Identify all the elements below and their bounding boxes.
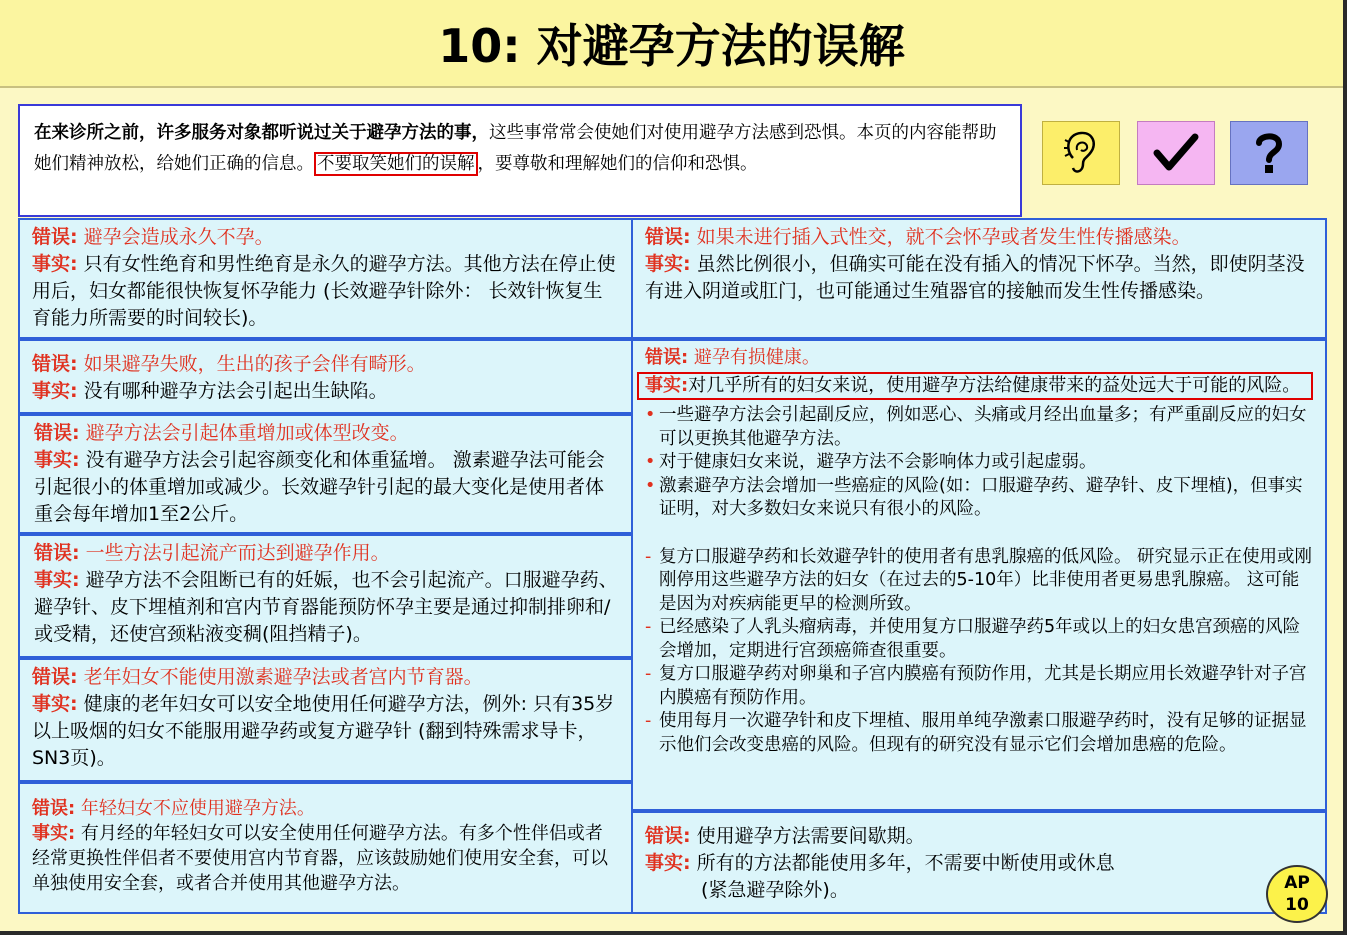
fact-label: 事实: <box>645 253 691 275</box>
dash-text: 已经感染了人乳头瘤病毒，并使用复方口服避孕药5年或以上的妇女患宫颈癌的风险会增加，定期进行宫颈癌筛查很重要。 <box>659 617 1301 661</box>
dash-item: - 已经感染了人乳头瘤病毒，并使用复方口服避孕药5年或以上的妇女患宫颈癌的风险会增加，定期进行宫颈癌筛查很重要。 <box>645 617 1301 661</box>
fact-text: 没有哪种避孕方法会引起出生缺陷。 <box>77 380 388 402</box>
dash-text: 复方口服避孕药和长效避孕针的使用者有患乳腺癌的低风险。 研究显示正在使用或刚刚停用这些避孕方法的妇女（在过去的5-10年）比非使用者更易患乳腺癌。 这可能是因为对疾病能更早的检测所致。 <box>659 546 1313 614</box>
fact-label: 事实: <box>32 380 78 402</box>
badge-line-1: AP <box>1284 873 1310 893</box>
fact-label: 事实: <box>32 823 76 844</box>
bullet-item: • 一些避孕方法会引起副反应，例如恶心、头痛或月经出血量多；有严重副反应的妇女可以更换其他避孕方法。 <box>645 405 1307 449</box>
intro-text-end: ，要尊敬和理解她们的信仰和恐惧。 <box>477 154 758 174</box>
bullet-text: 对于健康妇女来说，避孕方法不会影响体力或引起虚弱。 <box>659 452 1097 472</box>
myth-box-5 <box>18 658 633 782</box>
wrong-label: 错误: <box>32 798 76 819</box>
page-badge <box>1266 865 1328 923</box>
myth-box-health <box>631 339 1327 811</box>
myth-box-2 <box>18 339 633 414</box>
dash-text: 复方口服避孕药对卵巢和子宫内膜癌有预防作用，尤其是长期应用长效避孕针对子宫内膜癌有预防作用。 <box>659 664 1307 708</box>
myth-box-4 <box>18 534 633 658</box>
myth-text: 使用避孕方法需要间歇期。 <box>690 825 925 847</box>
fact-label: 事实: <box>645 852 691 874</box>
bullet-text: 一些避孕方法会引起副反应，例如恶心、头痛或月经出血量多；有严重副反应的妇女可以更换其他避孕方法。 <box>659 405 1307 449</box>
dash-item: - 复方口服避孕药和长效避孕针的使用者有患乳腺癌的低风险。 研究显示正在使用或刚刚停用这些避孕方法的妇女（在过去的5-10年）比非使用者更易患乳腺癌。 这可能是因为对疾病能更早的检测所致。 <box>645 546 1313 614</box>
fact-text-cont: (紧急避孕除外)。 <box>701 879 849 901</box>
myth-text: 如果未进行插入式性交，就不会怀孕或者发生性传播感染。 <box>690 226 1191 248</box>
myth-text: 避孕方法会引起体重增加或体型改变。 <box>79 422 409 444</box>
fact-label: 事实: <box>32 253 78 275</box>
bullet-text: 激素避孕方法会增加一些癌症的风险(如：口服避孕药、避孕针、皮下埋植)，但事实证明，对大多数妇女来说只有很小的风险。 <box>659 475 1303 519</box>
myth-box-1 <box>18 218 633 339</box>
question-icon[interactable] <box>1230 121 1308 185</box>
bullet-item: • 对于健康妇女来说，避孕方法不会影响体力或引起虚弱。 <box>645 452 1097 472</box>
intro-bold: 在来诊所之前，许多服务对象都听说过关于避孕方法的事， <box>34 123 489 143</box>
wrong-label: 错误: <box>34 422 80 444</box>
dash-item: - 复方口服避孕药对卵巢和子宫内膜癌有预防作用，尤其是长期应用长效避孕针对子宫内膜癌有预防作用。 <box>645 664 1307 708</box>
ear-icon[interactable] <box>1042 121 1120 185</box>
wrong-label: 错误: <box>645 347 689 368</box>
fact-text: 对几乎所有的妇女来说，使用避孕方法给健康带来的益处远大于可能的风险。 <box>688 375 1301 396</box>
fact-label: 事实: <box>32 693 78 715</box>
fact-text: 有月经的年轻妇女可以安全使用任何避孕方法。有多个性伴侣或者经常更换性伴侣者不要使用宫内节育器，应该鼓励她们使用安全套，可以单独使用安全套，或者合并使用其他避孕方法。 <box>32 823 608 894</box>
fact-text: 避孕方法不会阻断已有的妊娠，也不会引起流产。口服避孕药、避孕针、皮下埋植剂和宫内节育器能预防怀孕主要是通过抑制排卵和/或受精，还使宫颈粘液变稠(阻挡精子)。 <box>34 569 618 645</box>
myth-text: 年轻妇女不应使用避孕方法。 <box>75 798 315 819</box>
wrong-label: 错误: <box>32 226 78 248</box>
fact-text: 只有女性绝育和男性绝育是永久的避孕方法。其他方法在停止使用后，妇女都能很快恢复怀孕能力 (长效避孕针除外： 长效针恢复生育能力所需要的时间较长)。 <box>32 253 616 329</box>
fact-label: 事实: <box>34 449 80 471</box>
wrong-label: 错误: <box>645 825 691 847</box>
dash-text: 使用每月一次避孕针和皮下埋植、服用单纯孕激素口服避孕药时，没有足够的证据显示他们会改变患癌的风险。但现有的研究没有显示它们会增加患癌的危险。 <box>659 711 1307 755</box>
badge-line-2: 10 <box>1285 895 1309 915</box>
myth-text: 如果避孕失败，生出的孩子会伴有畸形。 <box>77 353 426 375</box>
myth-box-8 <box>631 811 1327 914</box>
title-bar <box>0 0 1343 88</box>
intro-box <box>18 104 1022 217</box>
myth-box-6 <box>18 782 633 914</box>
myth-box-3 <box>18 414 633 534</box>
myth-text: 避孕会造成永久不孕。 <box>77 226 274 248</box>
myth-text: 一些方法引起流产而达到避孕作用。 <box>79 542 390 564</box>
fact-text: 虽然比例很小，但确实可能在没有插入的情况下怀孕。当然，即使阴茎没有进入阴道或肛门，也可能通过生殖器官的接触而发生性传播感染。 <box>645 253 1305 302</box>
intro-highlight: 不要取笑她们的误解 <box>314 152 478 176</box>
page-title: 10: 对避孕方法的误解 <box>438 19 905 73</box>
fact-text: 所有的方法都能使用多年，不需要中断使用或休息 <box>690 852 1115 874</box>
wrong-label: 错误: <box>32 353 78 375</box>
highlighted-fact <box>637 372 1313 400</box>
myth-text: 避孕有损健康。 <box>688 347 820 368</box>
wrong-label: 错误: <box>645 226 691 248</box>
intro-text: 这些事常常会使她们对使用避孕方法感到恐惧。本页的内容能帮助她们精神放松，给她们正确的信息。 <box>34 123 997 174</box>
fact-label: 事实: <box>645 375 689 396</box>
fact-text: 健康的老年妇女可以安全地使用任何避孕方法，例外: 只有35岁以上吸烟的妇女不能服用避孕药或复方避孕针 (翻到特殊需求导卡，SN3页)。 <box>32 693 615 769</box>
fact-label: 事实: <box>34 569 80 591</box>
check-icon[interactable] <box>1137 121 1215 185</box>
myth-text: 老年妇女不能使用激素避孕法或者宫内节育器。 <box>77 666 483 688</box>
dash-item: - 使用每月一次避孕针和皮下埋植、服用单纯孕激素口服避孕药时，没有足够的证据显示他们会改变患癌的风险。但现有的研究没有显示它们会增加患癌的危险。 <box>645 711 1307 755</box>
wrong-label: 错误: <box>32 666 78 688</box>
wrong-label: 错误: <box>34 542 80 564</box>
fact-text: 没有避孕方法会引起容颜变化和体重猛增。 激素避孕法可能会引起很小的体重增加或减少。长效避孕针引起的最大变化是使用者体重会每年增加1至2公斤。 <box>34 449 605 525</box>
myth-box-7 <box>631 218 1327 339</box>
bullet-item: • 激素避孕方法会增加一些癌症的风险(如：口服避孕药、避孕针、皮下埋植)，但事实证明，对大多数妇女来说只有很小的风险。 <box>645 475 1303 519</box>
